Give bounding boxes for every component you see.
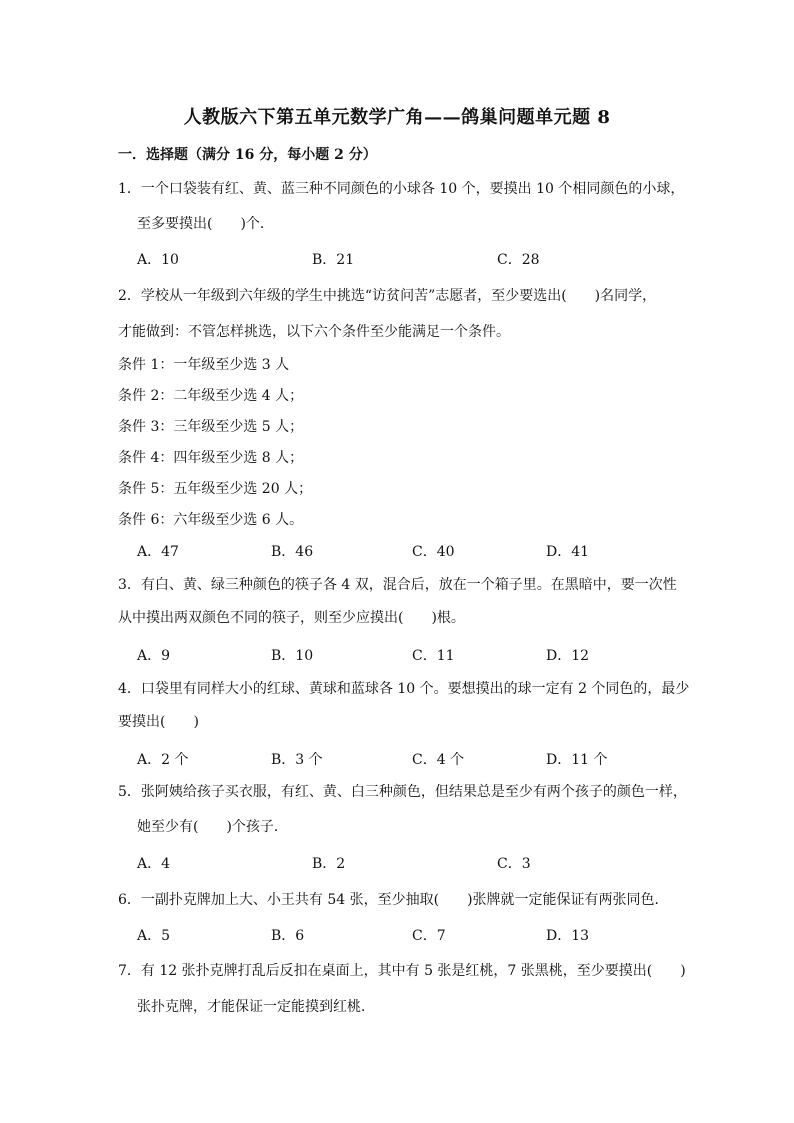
question-6-text: 6．一副扑克牌加上大、小王共有 54 张，至少抽取( )张牌就一定能保证有两张同色．	[118, 892, 669, 908]
question-3-option-d: D．12	[546, 648, 590, 664]
question-6-option-b: B．6	[271, 928, 305, 944]
question-1-text: 1．一个口袋装有红、黄、蓝三种不同颜色的小球各 10 个，要摸出 10 个相同颜色的小球，	[118, 181, 685, 197]
question-4-option-d: D．11 个	[546, 752, 608, 768]
question-3-text-cont: 从中摸出两双颜色不同的筷子，则至少应摸出( )根。	[118, 610, 465, 626]
section-heading: 一．选择题（满分 16 分，每小题 2 分）	[118, 147, 377, 163]
question-4-text-cont: 要摸出( )	[118, 714, 199, 730]
question-3-option-a: A．9	[137, 648, 171, 664]
question-1-option-a: A．10	[137, 252, 179, 268]
question-6-option-a: A．5	[137, 928, 171, 944]
question-5-option-c: C．3	[497, 856, 531, 872]
question-4-text: 4．口袋里有同样大小的红球、黄球和蓝球各 10 个。要想摸出的球一定有 2 个同色的，最少	[118, 681, 690, 697]
question-7-text-cont: 张扑克牌，才能保证一定能摸到红桃．	[137, 999, 375, 1015]
question-3-option-b: B．10	[271, 648, 314, 664]
question-4-option-a: A．2 个	[137, 752, 189, 768]
question-3-text: 3．有白、黄、绿三种颜色的筷子各 4 双，混合后，放在一个箱子里。在黑暗中，要一次性	[118, 577, 677, 593]
question-6-option-d: D．13	[546, 928, 590, 944]
question-2-condition-4: 条件 4：四年级至少选 8 人；	[118, 450, 304, 466]
question-2-condition-2: 条件 2：二年级至少选 4 人；	[118, 388, 304, 404]
question-5-text-cont: 她至少有( )个孩子．	[137, 819, 288, 835]
question-2-text: 2．学校从一年级到六年级的学生中挑选“访贫问苦”志愿者，至少要选出( )名同学，	[118, 288, 657, 304]
question-6-option-c: C．7	[412, 928, 446, 944]
document-title: 人教版六下第五单元数学广角——鸽巢问题单元题 8	[183, 107, 611, 128]
question-5-option-a: A．4	[137, 856, 171, 872]
question-2-option-b: B．46	[271, 544, 314, 560]
question-2-text-cont: 才能做到：不管怎样挑选，以下六个条件至少能满足一个条件。	[118, 324, 510, 340]
question-2-condition-1: 条件 1：一年级至少选 3 人	[118, 357, 290, 373]
question-2-option-d: D．41	[546, 544, 590, 560]
question-7-text: 7．有 12 张扑克牌打乱后反扣在桌面上，其中有 5 张是红桃，7 张黑桃，至少要摸出( )	[118, 963, 686, 979]
question-1-option-c: C．28	[497, 252, 540, 268]
question-2-condition-6: 条件 6：六年级至少选 6 人。	[118, 512, 304, 528]
question-2-condition-3: 条件 3：三年级至少选 5 人；	[118, 419, 304, 435]
question-4-option-b: B．3 个	[271, 752, 323, 768]
question-2-option-c: C．40	[412, 544, 455, 560]
question-5-text: 5．张阿姨给孩子买衣服，有红、黄、白三种颜色，但结果总是至少有两个孩子的颜色一样，	[118, 784, 687, 800]
question-4-option-c: C．4 个	[412, 752, 465, 768]
question-5-option-b: B．2	[312, 856, 346, 872]
question-2-option-a: A．47	[137, 544, 179, 560]
question-2-condition-5: 条件 5：五年级至少选 20 人；	[118, 481, 313, 497]
question-1-option-b: B．21	[312, 252, 355, 268]
question-1-text-cont: 至多要摸出( )个．	[137, 216, 274, 232]
question-3-option-c: C．11	[412, 648, 455, 664]
